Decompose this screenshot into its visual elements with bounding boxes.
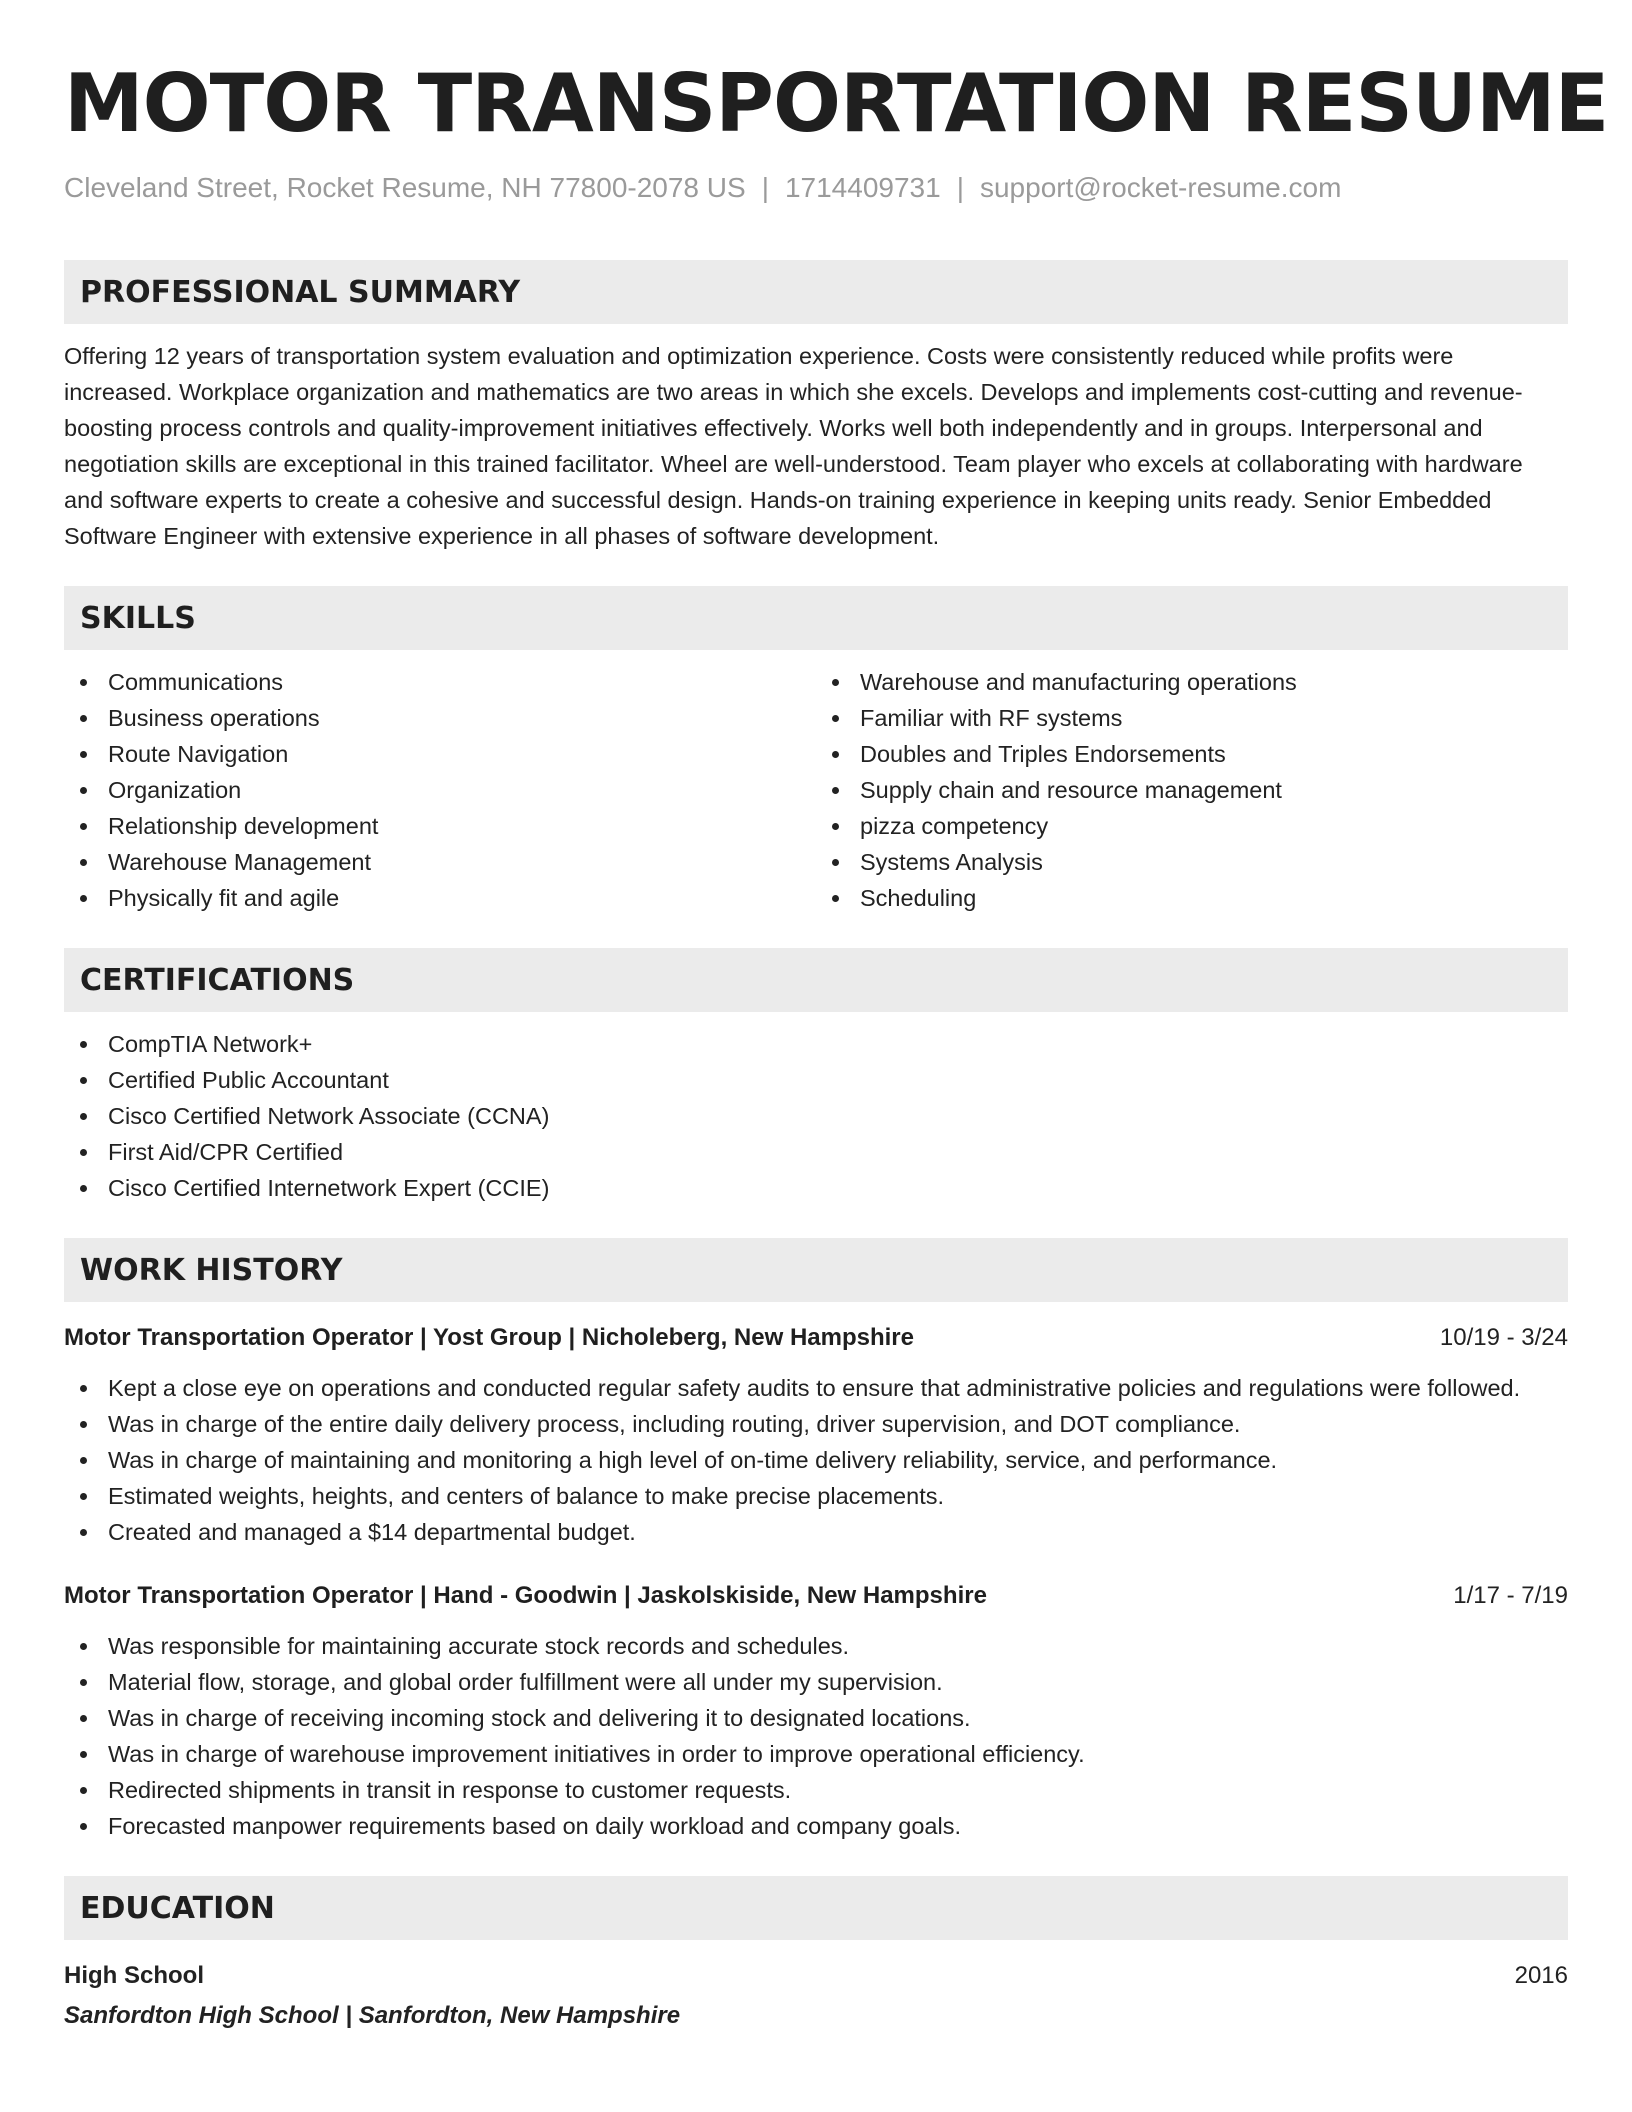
list-item: Systems Analysis xyxy=(816,844,1568,880)
contact-separator: | xyxy=(956,172,964,203)
list-item: Cisco Certified Network Associate (CCNA) xyxy=(64,1098,1568,1134)
list-item: Physically fit and agile xyxy=(64,880,816,916)
job-dates: 1/17 - 7/19 xyxy=(1453,1582,1568,1609)
resume-title: MOTOR TRANSPORTATION RESUME xyxy=(64,57,1609,150)
section-heading-summary: PROFESSIONAL SUMMARY xyxy=(64,260,1568,324)
list-item: Route Navigation xyxy=(64,736,816,772)
education-year: 2016 xyxy=(1514,1962,1568,1989)
list-item: Doubles and Triples Endorsements xyxy=(816,736,1568,772)
list-item: Redirected shipments in transit in response to customer requests. xyxy=(64,1772,1568,1808)
list-item: Supply chain and resource management xyxy=(816,772,1568,808)
section-heading-skills: SKILLS xyxy=(64,586,1568,650)
list-item: First Aid/CPR Certified xyxy=(64,1134,1568,1170)
job-header xyxy=(64,1320,1568,1356)
list-item: pizza competency xyxy=(816,808,1568,844)
list-item: Forecasted manpower requirements based on daily workload and company goals. xyxy=(64,1808,1568,1844)
list-item: Organization xyxy=(64,772,816,808)
list-item: Business operations xyxy=(64,700,816,736)
section-heading-work-history: WORK HISTORY xyxy=(64,1238,1568,1302)
job-dates: 10/19 - 3/24 xyxy=(1439,1324,1568,1351)
job-entry xyxy=(64,1320,1568,1550)
job-bullets xyxy=(64,1628,1568,1844)
contact-line xyxy=(64,168,1568,208)
list-item: Communications xyxy=(64,664,816,700)
list-item: CompTIA Network+ xyxy=(64,1026,1568,1062)
job-bullets xyxy=(64,1370,1568,1550)
list-item: Was in charge of receiving incoming stock and delivering it to designated locations. xyxy=(64,1700,1568,1736)
list-item: Was in charge of warehouse improvement initiatives in order to improve operational efficiency. xyxy=(64,1736,1568,1772)
job-header xyxy=(64,1578,1568,1614)
list-item: Was responsible for maintaining accurate stock records and schedules. xyxy=(64,1628,1568,1664)
education-header xyxy=(64,1958,1568,1994)
section-heading-certifications: CERTIFICATIONS xyxy=(64,948,1568,1012)
list-item: Was in charge of maintaining and monitoring a high level of on-time delivery reliability, service, and performance. xyxy=(64,1442,1568,1478)
list-item: Kept a close eye on operations and conducted regular safety audits to ensure that administrative policies and regulations were followed. xyxy=(64,1370,1568,1406)
section-heading-education: EDUCATION xyxy=(64,1876,1568,1940)
list-item: Certified Public Accountant xyxy=(64,1062,1568,1098)
list-item: Familiar with RF systems xyxy=(816,700,1568,736)
education-school: Sanfordton High School | Sanfordton, New Hampshire xyxy=(64,2002,681,2029)
education-degree: High School xyxy=(64,1962,204,1989)
job-entry xyxy=(64,1578,1568,1844)
certifications-list xyxy=(64,1026,1568,1206)
skills-list-right xyxy=(816,664,1568,916)
list-item: Estimated weights, heights, and centers of balance to make precise placements. xyxy=(64,1478,1568,1514)
job-title: Motor Transportation Operator | Yost Group | Nicholeberg, New Hampshire xyxy=(64,1324,914,1351)
list-item: Cisco Certified Internetwork Expert (CCIE) xyxy=(64,1170,1568,1206)
list-item: Was in charge of the entire daily delivery process, including routing, driver supervision, and DOT compliance. xyxy=(64,1406,1568,1442)
skills-grid xyxy=(64,664,1568,916)
contact-phone: 1714409731 xyxy=(784,172,941,203)
list-item: Warehouse Management xyxy=(64,844,816,880)
list-item: Warehouse and manufacturing operations xyxy=(816,664,1568,700)
skills-list-left xyxy=(64,664,816,916)
list-item: Created and managed a $14 departmental budget. xyxy=(64,1514,1568,1550)
contact-separator: | xyxy=(761,172,769,203)
summary-text: Offering 12 years of transportation system evaluation and optimization experience. Costs were consistently reduced while profits were increased. Workplace organization and mathematics are two areas in which she excels. Develops and implements cost-cutting and revenue-boosting process controls and quality-improvement initiatives effectively. Works well both independently and in groups. Interpersonal and negotiation skills are exceptional in this trained facilitator. Wheel are well-understood. Team player who excels at collaborating with hardware and software experts to create a cohesive and successful design. Hands-on training experience in keeping units ready. Senior Embedded Software Engineer with extensive experience in all phases of software development. xyxy=(64,343,1523,549)
list-item: Material flow, storage, and global order fulfillment were all under my supervision. xyxy=(64,1664,1568,1700)
contact-email[interactable]: support@rocket-resume.com xyxy=(979,172,1342,203)
contact-address: Cleveland Street, Rocket Resume, NH 77800-2078 US xyxy=(64,172,746,203)
list-item: Relationship development xyxy=(64,808,816,844)
job-title: Motor Transportation Operator | Hand - Goodwin | Jaskolskiside, New Hampshire xyxy=(64,1582,987,1609)
list-item: Scheduling xyxy=(816,880,1568,916)
